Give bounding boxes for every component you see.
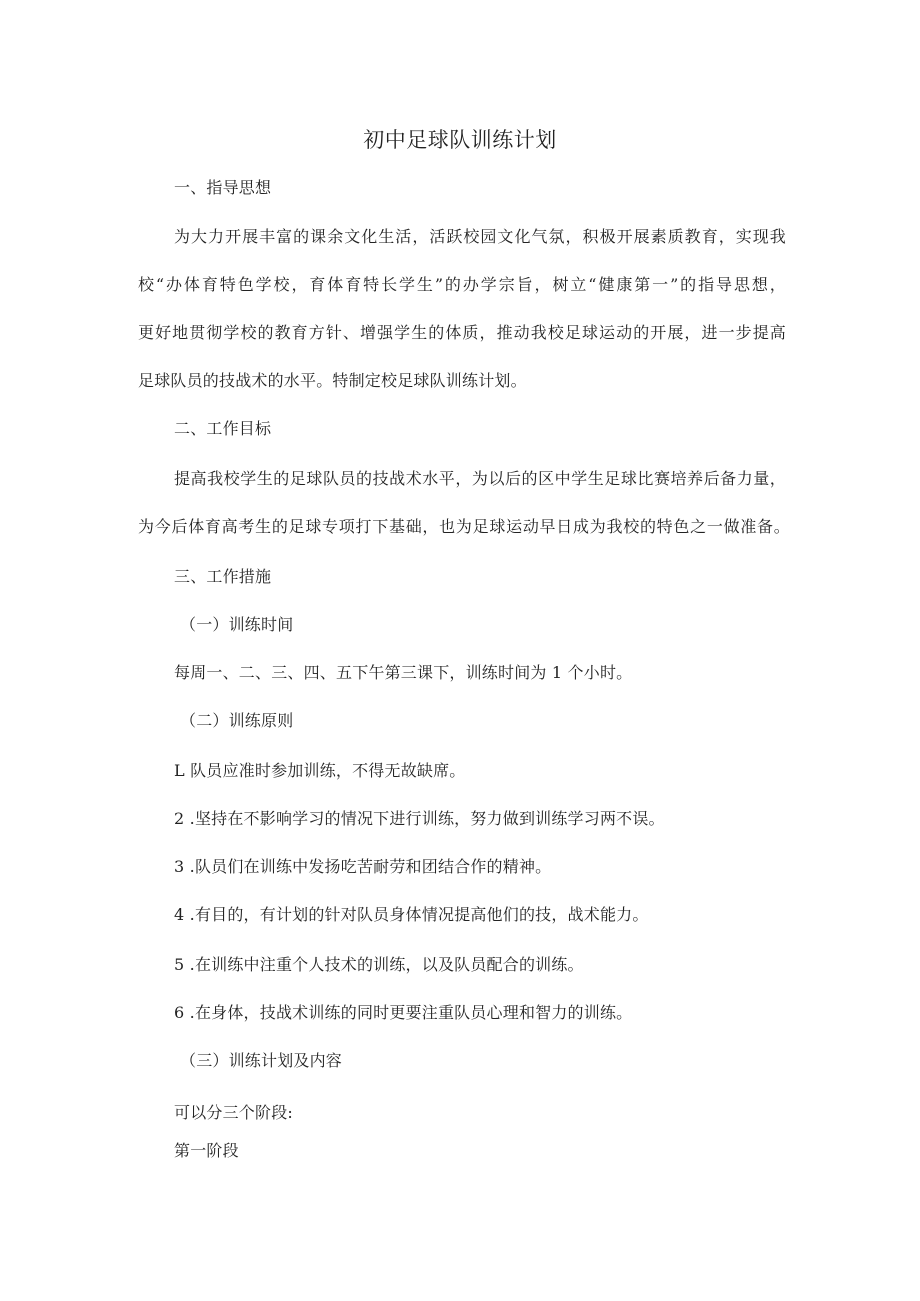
section-heading-guiding: 一、指导思想 (174, 178, 272, 197)
subheading-principles: （二）训练原则 (180, 711, 294, 730)
principle-item: 2 .坚持在不影响学习的情况下进行训练，努力做到训练学习两不误。 (174, 809, 665, 828)
section-heading-goals: 二、工作目标 (174, 419, 272, 438)
time-text: 每周一、二、三、四、五下午第三课下，训练时间为 1 个小时。 (174, 663, 633, 682)
paragraph-line: 足球队员的技战术的水平。特制定校足球队训练计划。 (138, 371, 527, 390)
paragraph-line: 提高我校学生的足球队员的技战术水平，为以后的区中学生足球比赛培养后备力量， (174, 469, 786, 488)
subheading-plan: （三）训练计划及内容 (180, 1051, 343, 1070)
principle-item: 3 .队员们在训练中发扬吃苦耐劳和团结合作的精神。 (174, 857, 552, 876)
document-title: 初中足球队训练计划 (363, 128, 557, 152)
principle-item: L 队员应准时参加训练，不得无故缺席。 (174, 761, 466, 780)
subheading-time: （一）训练时间 (180, 615, 294, 634)
principle-item: 6 .在身体，技战术训练的同时更要注重队员心理和智力的训练。 (174, 1003, 633, 1022)
paragraph-line: 为今后体育高考生的足球专项打下基础，也为足球运动早日成为我校的特色之一做准备。 (138, 517, 790, 536)
principle-item: 5 .在训练中注重个人技术的训练，以及队员配合的训练。 (174, 955, 584, 974)
plan-intro: 可以分三个阶段: (174, 1103, 293, 1122)
section-heading-measures: 三、工作措施 (174, 567, 272, 586)
paragraph-line: 更好地贯彻学校的教育方针、增强学生的体质，推动我校足球运动的开展，进一步提高 (138, 323, 786, 342)
stage-heading: 第一阶段 (174, 1141, 239, 1160)
paragraph-line: 校“办体育特色学校，育体育特长学生”的办学宗旨，树立“健康第一”的指导思想， (138, 275, 786, 294)
principle-item: 4 .有目的，有计划的针对队员身体情况提高他们的技，战术能力。 (174, 905, 649, 924)
paragraph-line: 为大力开展丰富的课余文化生活，活跃校园文化气氛，积极开展素质教育，实现我 (174, 227, 786, 246)
